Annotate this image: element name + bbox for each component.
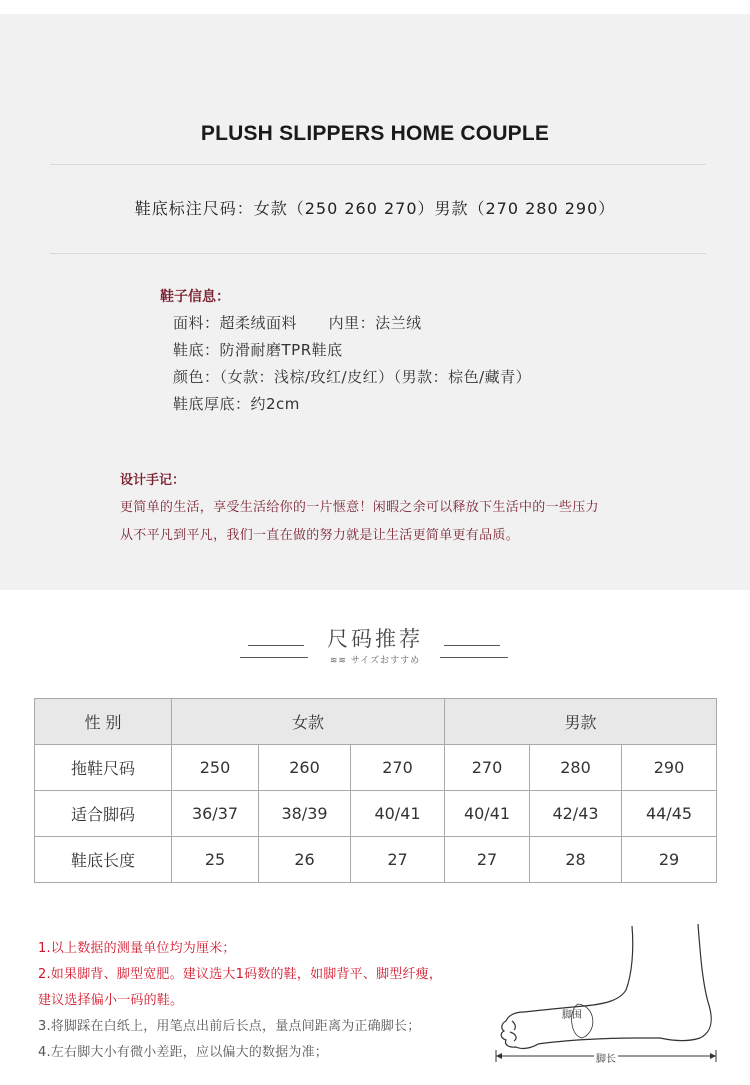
- table-row-label: 鞋底长度: [35, 837, 172, 883]
- table-cell: 40/41: [445, 791, 530, 837]
- table-cell: 270: [351, 745, 445, 791]
- length-label: 脚长: [594, 1050, 618, 1065]
- foot-diagram: [486, 920, 726, 1070]
- page-title: PLUSH SLIPPERS HOME COUPLE: [200, 122, 550, 145]
- table-cell: 270: [445, 745, 530, 791]
- table-cell: 260: [259, 745, 351, 791]
- shoe-info-sole: 鞋底：防滑耐磨TPR鞋底: [173, 341, 343, 359]
- table-cell: 27: [445, 837, 530, 883]
- table-cell: 42/43: [530, 791, 622, 837]
- table-cell: 280: [530, 745, 622, 791]
- table-row: [35, 745, 717, 791]
- table-cell: 29: [622, 837, 717, 883]
- table-cell: 36/37: [172, 791, 259, 837]
- shoe-info-thickness: 鞋底厚底：约2cm: [173, 395, 300, 413]
- note-line: 1.以上数据的测量单位均为厘米；: [38, 941, 236, 956]
- table-cell: 290: [622, 745, 717, 791]
- table-row-label: 拖鞋尺码: [35, 745, 172, 791]
- table-row: [35, 837, 717, 883]
- table-cell: 25: [172, 837, 259, 883]
- note-line: 4.左右脚大小有微小差距，应以偏大的数据为准；: [38, 1045, 329, 1060]
- shoe-info-material: 面料：超柔绒面料 内里：法兰绒: [173, 314, 422, 332]
- table-cell: 27: [351, 837, 445, 883]
- table-cell: 26: [259, 837, 351, 883]
- table-row: [35, 791, 717, 837]
- note-line: 建议选择偏小一码的鞋。: [38, 993, 184, 1008]
- shoe-info-block: [160, 284, 531, 418]
- shoe-info-heading: 鞋子信息：: [160, 289, 230, 305]
- size-note: 鞋底标注尺码：女款（250 260 270）男款（270 280 290）: [134, 199, 616, 218]
- design-notes-heading: 设计手记：: [120, 473, 186, 488]
- table-cell: 44/45: [622, 791, 717, 837]
- foot-outline-icon: [486, 920, 726, 1070]
- shoe-info-color: 颜色：（女款：浅棕/玫红/皮红）（男款：棕色/藏青）: [173, 368, 532, 386]
- size-notes: [38, 936, 442, 1066]
- size-table: [34, 698, 717, 883]
- table-cell: 250: [172, 745, 259, 791]
- design-notes-line: 从不平凡到平凡，我们一直在做的努力就是让生活更简单更有品质。: [120, 528, 520, 543]
- table-cell: 40/41: [351, 791, 445, 837]
- note-line: 3.将脚踩在白纸上，用笔点出前后长点，量点间距离为正确脚长；: [38, 1019, 421, 1034]
- design-notes-block: [120, 468, 599, 550]
- divider: [50, 164, 706, 165]
- table-cell: 28: [530, 837, 622, 883]
- table-header-cell: 男款: [445, 699, 717, 745]
- wave-icon: ≋≋: [329, 656, 351, 666]
- size-section-title: 尺码推荐: [327, 627, 423, 651]
- table-row-label: 适合脚码: [35, 791, 172, 837]
- note-line: 2.如果脚背、脚型宽肥。建议选大1码数的鞋，如脚背平、脚型纤瘦，: [38, 967, 443, 982]
- design-notes-line: 更简单的生活，享受生活给你的一片惬意！闲暇之余可以释放下生活中的一些压力: [120, 500, 599, 515]
- girth-label: 脚围: [562, 1010, 582, 1021]
- table-header-row: [35, 699, 717, 745]
- table-cell: 38/39: [259, 791, 351, 837]
- size-section-subtitle: ≋≋ サイズおすすめ: [329, 656, 421, 666]
- divider: [50, 253, 706, 254]
- table-header-cell: 女款: [172, 699, 445, 745]
- product-info-panel: [0, 14, 750, 590]
- table-header-cell: 性 别: [35, 699, 172, 745]
- size-section-header: [0, 615, 750, 675]
